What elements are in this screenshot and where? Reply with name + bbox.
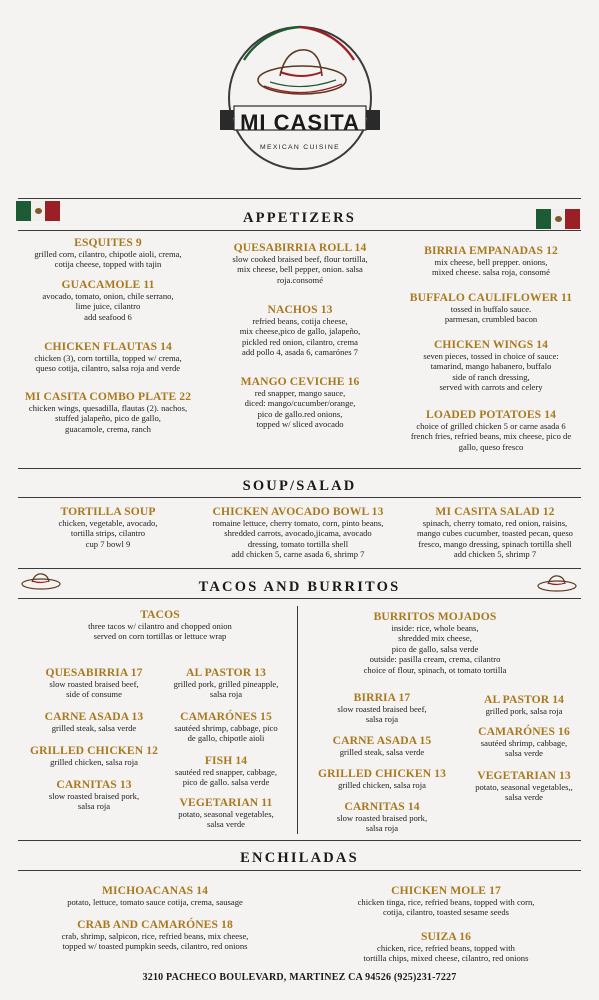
menu-item-name: CARNE ASADA 13 [44,710,144,723]
menu-item-desc: choice of flour, spinach, ot tomato tortilla [363,664,507,675]
menu-item-name: GUACAMOLE 11 [61,278,155,291]
menu-item-desc: salsa roja [365,714,399,725]
divider [18,840,581,841]
menu-item-desc: pickled red onion, cilantro, crema [242,336,358,347]
menu-item-desc: grilled corn, cilantro, chipotle aioli, crema, [34,249,182,259]
enchiladas-left-column [30,884,280,952]
menu-item-desc: mixed cheese. salsa roja, consomé [432,267,550,278]
divider [18,468,581,469]
menu-item-name: MI CASITA COMBO PLATE 22 [24,390,192,403]
menu-item-desc: lime juice, cilantro [75,301,141,312]
appetizers-column-3 [398,244,584,452]
brand-tagline: MEXICAN CUISINE [260,144,340,151]
menu-item [24,666,164,710]
menu-item-desc: pico de gallo.red onions, [257,408,343,419]
menu-item [312,734,452,767]
menu-item-name: ESQUITES 9 [74,236,142,249]
divider [18,230,581,231]
menu-item [210,375,390,430]
menu-item-desc: mix cheese,pico de gallo, jalapeño, [239,326,361,337]
menu-item-desc: mix cheese, bell pepper, onion. salsa [237,264,363,275]
menu-item-desc: served with carrots and celery [439,382,543,393]
menu-item-name: VEGETARIAN 13 [477,769,571,782]
divider [18,568,581,569]
menu-item-name: CHICKEN AVOCADO BOWL 13 [212,505,384,518]
menu-item-desc: side of ranch dressing, [452,371,530,382]
menu-item-name: CAMARÓNES 15 [180,710,272,723]
menu-item-name: AL PASTOR 14 [483,693,564,706]
menu-item-name: GRILLED CHICKEN 12 [29,744,159,757]
menu-item-desc: add seafood 6 [84,311,132,322]
menu-item-desc: roja.consomé [276,274,324,285]
menu-item-desc: slow roasted braised beef, [337,704,427,714]
burritos-right-column [456,693,592,803]
menu-item-desc: seven pieces, tossed in choice of sauce: [423,351,559,361]
menu-item-desc: pico de gallo. salsa verde [182,777,270,788]
menu-item-desc: grilled steak, salsa verde [339,747,425,757]
tacos-header [40,608,280,642]
menu-item-name: TACOS [140,608,180,621]
menu-item-desc: shredded mix cheese, [398,633,472,644]
menu-item-name: VEGETARIAN 11 [179,796,273,809]
burritos-left-column [312,691,452,834]
menu-item-name: BUFFALO CAULIFLOWER 11 [409,291,573,304]
menu-item [456,725,592,769]
menu-item-desc: sautéed red snapper, cabbage, [174,767,277,777]
menu-item-desc: salsa roja [365,823,399,834]
menu-item-desc: grilled chicken, salsa roja [50,757,138,767]
menu-item-desc: tortilla strips, cilantro [70,528,146,539]
menu-item-name: CARNITAS 14 [344,800,420,813]
menu-item-name: CAMARÓNES 16 [478,725,570,738]
menu-item [18,236,198,278]
menu-item-desc: pico de gallo, salsa verde [391,643,479,654]
menu-item-desc: tamarind, mango habanero, buffalo [430,361,552,372]
menu-item-desc: grilled steak, salsa verde [51,723,137,733]
menu-item-desc: slow roasted braised pork, [48,791,140,801]
menu-item-name: SUIZA 16 [420,930,472,943]
menu-item-name: CHICKEN WINGS 14 [433,338,549,351]
section-title-soup-salad: SOUP/SALAD [242,478,357,494]
menu-item-desc: diced: mango/cucumber/orange, [244,398,356,409]
menu-item-desc: three tacos w/ cilantro and chopped onion [88,621,232,631]
menu-item-desc: add chicken 5, carne asada 6, shrimp 7 [231,549,365,560]
menu-item-name: MICHOACANAS 14 [101,884,209,897]
menu-item-desc: slow cooked braised beef, flour tortilla, [232,254,368,264]
menu-item-desc: red snapper, mango sauce, [254,388,346,398]
menu-item-desc: de gallo, chipotle aioli [187,733,265,744]
menu-item-name: QUESABIRRIA 17 [45,666,143,679]
menu-item-desc: served on corn tortillas or lettuce wrap [93,631,227,642]
menu-item-desc: cup 7 bowl 9 [85,538,131,549]
menu-item [18,340,198,390]
menu-item-desc: grilled chicken, salsa roja [338,780,426,790]
logo [214,24,386,176]
menu-item-name: QUESABIRRIA ROLL 14 [233,241,367,254]
menu-item-desc: salsa verde [505,792,543,803]
menu-item-name: CHICKEN MOLE 17 [391,884,501,897]
menu-item-desc: salsa verde [207,819,245,830]
menu-item-name: GRILLED CHICKEN 13 [317,767,447,780]
menu-item [160,796,292,830]
menu-item-desc: side of consume [66,689,122,700]
menu-item-desc: romaine lettuce, cherry tomato, corn, pinto beans, [212,518,384,528]
menu-item-desc: gallo, queso fresco [458,441,524,452]
menu-item-desc: topped w/ toasted pumpkin seeds, cilantro, red onions [62,941,248,952]
menu-item-desc: chicken, vegetable, avocado, [58,518,158,528]
menu-item-desc: mix cheese, bell prepper. onions, [434,257,548,267]
menu-item [398,338,584,408]
menu-item-desc: potato, seasonal vegetables, [178,809,274,819]
menu-item-desc: slow roasted braised pork, [336,813,428,823]
menu-item [18,278,198,340]
menu-item-desc: tortilla chips, mixed cheese, cilantro, red onions [363,953,529,964]
menu-item-desc: potato, seasonal vegetables,, [475,782,573,792]
menu-item [312,800,452,834]
divider [18,198,581,199]
menu-item-desc: spinach, cherry tomato, red onion, raisins, [422,518,568,528]
menu-item [326,930,566,964]
menu-item-name: TORTILLA SOUP [60,505,156,518]
section-title-enchiladas: ENCHILADAS [240,850,359,866]
menu-item-name: AL PASTOR 13 [185,666,266,679]
menu-item-desc: guacamole, crema, ranch [65,423,151,434]
menu-item-desc: chicken wings, quesadilla, flautas (2). nachos, [28,403,188,413]
appetizers-column-2 [210,241,390,430]
divider [18,598,581,599]
divider [18,497,581,498]
appetizers-column-1 [18,236,198,434]
menu-item-desc: potato, lettuce, tomato sauce cotija, crema, sausage [67,897,243,907]
menu-item-desc: tossed in buffalo sauce. [450,304,532,314]
menu-item-desc: stuffed jalapeño, pico de gallo, [55,413,161,424]
menu-item-desc: french fries, refried beans, mix cheese, pico de [410,431,572,442]
menu-item [210,241,390,303]
enchiladas-right-column [326,884,566,964]
menu-item [398,244,584,291]
menu-item [30,918,280,952]
menu-item-name: CARNE ASADA 15 [332,734,432,747]
menu-item-desc: dressing, tomato tortilla shell [247,538,349,549]
menu-item [24,744,164,778]
menu-item [326,884,566,930]
menu-item-name: CHICKEN FLAUTAS 14 [44,340,172,353]
menu-item-name: MI CASITA SALAD 12 [435,505,555,518]
menu-item-desc: sautéed shrimp, cabbage, [480,738,568,748]
menu-item-desc: grilled pork, salsa roja [485,706,563,716]
menu-item-desc: crab, shrimp, salpicon, rice, refried beans, mix cheese, [61,931,249,941]
menu-item-name: NACHOS 13 [267,303,333,316]
menu-item-name: BURRITOS MOJADOS [373,610,497,623]
menu-item-desc: outside: pasilla cream, crema, cilantro [369,654,501,665]
menu-item-desc: slow roasted braised beef, [49,679,139,689]
menu-item-desc: cotija, cilantro, toasted sesame seeds [383,907,509,918]
menu-item-desc: salsa verde [505,748,543,759]
menu-item [456,693,592,725]
menu-item [456,769,592,803]
menu-item-desc: fresco, mango dressing, spinach tortilla shell [418,538,572,549]
menu-item-desc: queso cotija, cilantro, salsa roja and verde [35,363,181,374]
divider [18,870,581,871]
tacos-left-column [24,666,164,812]
burritos-header [320,610,550,675]
column-divider [297,606,298,834]
menu-item-name: MANGO CEVICHE 16 [240,375,360,388]
menu-item [160,666,292,710]
menu-item-name: CARNITAS 13 [56,778,132,791]
brand-name: MI CASITA [240,110,360,135]
menu-item [30,884,280,918]
menu-item-desc: avocado, tomato, onion, chile serrano, [42,291,174,301]
soup-salad-column-3 [400,505,590,560]
menu-item-name: CRAB AND CAMARÓNES 18 [77,918,233,931]
menu-item-desc: inside: rice, whole beans, [391,623,479,633]
menu-item [18,390,198,434]
menu-item-desc: cotija cheese, topped with tajin [54,259,162,270]
menu-item [312,767,452,800]
menu-item-desc: shredded carrots, avocado,jicama, avocado [224,528,372,539]
menu-item-desc: add pollo 4, asada 6, camarónes 7 [242,347,358,358]
menu-item-name: BIRRIA EMPANADAS 12 [424,244,558,257]
menu-item-desc: sautéed shrimp, cabbage, pico [174,723,278,733]
menu-item-desc: choice of grilled chicken 5 or carne asada 6 [416,421,566,431]
menu-item-desc: refried beans, cotija cheese, [252,316,348,326]
menu-item-desc: parmesan, crumbled bacon [444,314,538,325]
menu-item [312,691,452,734]
menu-item-desc: topped w/ sliced avocado [256,419,344,430]
menu-item-desc: add chicken 5, shrimp 7 [453,549,537,560]
menu-item-desc: chicken, rice, refried beans, topped with [377,943,515,953]
menu-item-desc: mango cubes cucumber, toasted pecan, queso [417,528,573,539]
menu-item [398,408,584,452]
tacos-right-column [160,666,292,830]
menu-item [24,710,164,744]
menu-item-name: LOADED POTATOES 14 [426,408,556,421]
soup-salad-column-2 [198,505,398,560]
menu-item-name: FISH 14 [204,754,248,767]
menu-item-desc: grilled pork, grilled pineapple, [173,679,279,689]
footer-address: 3210 PACHECO BOULEVARD, MARTINEZ CA 94526 (925)231-7227 [142,972,457,983]
menu-item [160,710,292,754]
menu-item [398,291,584,338]
menu-item [160,754,292,796]
menu-item-desc: chicken tinga, rice, refried beans, topped with corn, [357,897,535,907]
menu-item-desc: salsa roja [209,689,243,700]
section-title-tacos-burritos: TACOS AND BURRITOS [198,579,401,595]
menu-item-desc: salsa roja [77,801,111,812]
soup-salad-column-1 [28,505,188,549]
menu-item-name: BIRRIA 17 [353,691,411,704]
menu-item [210,303,390,375]
menu-item-desc: chicken (3), corn tortilla, topped w/ crema, [34,353,182,363]
section-title-appetizers: APPETIZERS [242,210,357,226]
menu-item [24,778,164,812]
